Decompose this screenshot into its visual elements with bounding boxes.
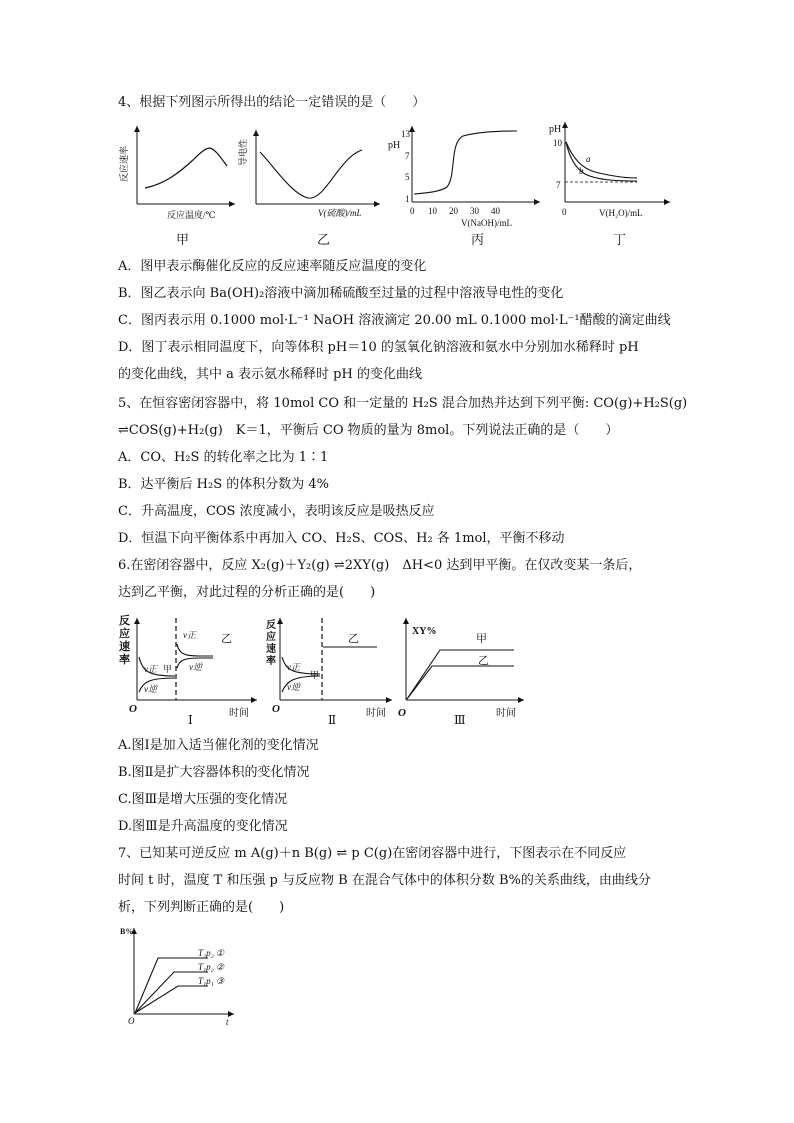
fig-yi-ylabel: 导电性	[238, 138, 248, 166]
fig2-roman: Ⅱ	[328, 713, 337, 727]
svg-text:速: 速	[119, 641, 130, 653]
fig2-ylabel	[266, 618, 276, 667]
svg-text:应: 应	[119, 628, 130, 640]
q6-fig3	[398, 612, 533, 730]
q4-optD2: 的变化曲线，其中 a 表示氨水稀释时 pH 的变化曲线	[118, 367, 422, 382]
q6-fig1	[115, 612, 265, 730]
fig-jia-ylabel: 反应速率	[119, 145, 129, 182]
q4-fig-jia	[115, 120, 240, 232]
fig-ding-xtick-0: 0	[562, 207, 567, 217]
q7-fig	[118, 924, 243, 1028]
q6-fig2	[262, 612, 402, 730]
fig-ding-caption: 丁	[613, 233, 627, 248]
svg-text:率: 率	[119, 654, 130, 666]
fig-jia-caption: 甲	[176, 233, 190, 248]
q4-fig-ding	[545, 120, 675, 224]
fig-bing-ytick-5: 5	[405, 172, 410, 182]
fig2-jia: 甲	[310, 670, 320, 680]
fig-bing-xtick-10: 10	[428, 206, 437, 216]
q6-stem2: 达到乙平衡，对此过程的分析正确的是( )	[118, 585, 376, 600]
q6-stem1: 6.在密闭容器中，反应 X₂(g)＋Y₂(g) ⇌2XY(g) ΔH<0 达到甲平衡。在仅改变某一条后，	[118, 558, 642, 573]
fig-ding-b: b	[579, 166, 584, 176]
fig2-yi: 乙	[348, 633, 359, 645]
fig-bing-xtick-20: 20	[449, 206, 458, 216]
q6-optA: A.图Ⅰ是加入适当催化剂的变化情况	[118, 738, 319, 753]
fig-bing-ytick-13: 13	[401, 129, 410, 139]
q7-xlabel: t	[226, 1017, 229, 1027]
fig2-v-ni: v逆	[287, 682, 300, 692]
fig1-yi: 乙	[221, 633, 232, 645]
fig2-v-zheng: v正	[287, 662, 300, 672]
q5-stem2: ⇌COS(g)+H₂(g) K＝1，平衡后 CO 物质的量为 8mol。下列说法正确的是（ ）	[118, 423, 619, 438]
q4-optB: B．图乙表示向 Ba(OH)₂溶液中滴加稀硫酸至过量的过程中溶液导电性的变化	[118, 286, 564, 301]
q7-curve3: T₁p₁ ③	[198, 976, 225, 986]
fig-bing-xtick-30: 30	[470, 206, 479, 216]
fig-yi-xlabel: V(硫酸)/mL	[318, 208, 362, 218]
svg-text:反: 反	[119, 615, 130, 627]
q4-fig-yi	[230, 128, 385, 232]
fig1-ylabel	[119, 613, 130, 666]
q5-optB: B．达平衡后 H₂S 的体积分数为 4%	[118, 477, 330, 492]
q7-stem2: 时间 t 时，温度 T 和压强 p 与反应物 B 在混合气体中的体积分数 B%的关系曲线，由曲线分	[118, 873, 651, 888]
fig1-xlabel: 时间	[229, 708, 249, 719]
fig-jia-xlabel: 反应温度/℃	[167, 210, 216, 220]
q7-stem1: 7、已知某可逆反应 m A(g)＋n B(g) ⇌ p C(g)在密闭容器中进行，下图表示在不同反应	[118, 846, 627, 861]
q7-curve1: T₂p₂ ①	[198, 948, 225, 958]
fig-ding-ylabel: pH	[549, 124, 562, 135]
fig1-roman: Ⅰ	[188, 713, 193, 727]
q7-ylabel: B%	[120, 927, 134, 936]
q5-optD: D．恒温下向平衡体系中再加入 CO、H₂S、COS、H₂ 各 1mol，平衡不移动	[118, 531, 565, 546]
q4-optD1: D．图丁表示相同温度下，向等体积 pH＝10 的氢氧化钠溶液和氨水中分别加水稀释时 pH	[118, 340, 639, 355]
fig3-origin: O	[398, 707, 406, 719]
fig1-jia: 甲	[163, 664, 173, 674]
fig-bing-caption: 丙	[471, 233, 485, 248]
fig3-xlabel: 时间	[496, 708, 516, 719]
q4-optC: C．图丙表示用 0.1000 mol·L⁻¹ NaOH 溶液滴定 20.00 mL 0.1000 mol·L⁻¹醋酸的滴定曲线	[118, 313, 671, 328]
q6-optB: B.图Ⅱ是扩大容器体积的变化情况	[118, 765, 310, 780]
fig-bing-ytick-7: 7	[405, 151, 410, 161]
q5-optC: C．升高温度，COS 浓度减小，表明该反应是吸热反应	[118, 504, 435, 519]
q4-stem: 4、根据下列图示所得出的结论一定错误的是（ ）	[118, 95, 426, 110]
fig-ding-xlabel: V(H₂O)/mL	[599, 208, 643, 218]
q4-optA: A．图甲表示酶催化反应的反应速率随反应温度的变化	[118, 259, 427, 274]
q7-curve2: T₁p₂ ②	[198, 962, 225, 972]
svg-text:速: 速	[266, 644, 276, 655]
fig-ding-ytick-10: 10	[553, 138, 562, 148]
fig3-ylabel: XY%	[412, 626, 437, 637]
fig-bing-ytick-1: 1	[405, 194, 410, 204]
fig-bing-ylabel: pH	[388, 140, 401, 151]
fig-bing-xtick-0: 0	[410, 206, 415, 216]
q4-fig-bing	[385, 124, 545, 230]
q7-origin: O	[128, 1016, 135, 1026]
svg-text:应: 应	[266, 632, 276, 643]
q7-stem3: 析，下列判断正确的是( )	[118, 900, 285, 915]
fig-bing-xlabel: V(NaOH)/mL	[461, 218, 512, 228]
q6-optC: C.图Ⅲ是增大压强的变化情况	[118, 792, 288, 807]
svg-text:率: 率	[266, 656, 276, 667]
fig-ding-a: a	[586, 154, 591, 164]
q5-stem1: 5、在恒容密闭容器中，将 10mol CO 和一定量的 H₂S 混合加热并达到下列平衡: CO(g)+H₂S(g)	[118, 396, 688, 411]
fig1-v-ni-2: v逆	[189, 662, 202, 672]
fig3-jia: 甲	[476, 633, 487, 645]
fig3-yi: 乙	[478, 655, 489, 667]
fig2-xlabel: 时间	[366, 708, 386, 719]
fig-bing-xtick-40: 40	[491, 206, 500, 216]
fig1-v-ni: v逆	[144, 684, 157, 694]
fig2-origin: O	[272, 703, 280, 715]
q5-optA: A．CO、H₂S 的转化率之比为 1∶1	[118, 450, 329, 465]
fig1-v-zheng-2: v正	[183, 630, 196, 640]
fig1-origin: O	[129, 703, 137, 715]
fig-yi-caption: 乙	[317, 233, 331, 248]
q6-optD: D.图Ⅲ是升高温度的变化情况	[118, 819, 288, 834]
fig3-roman: Ⅲ	[454, 713, 466, 727]
svg-text:反: 反	[266, 620, 276, 631]
fig1-v-zheng: v正	[144, 664, 157, 674]
fig-ding-ytick-7: 7	[556, 180, 561, 190]
